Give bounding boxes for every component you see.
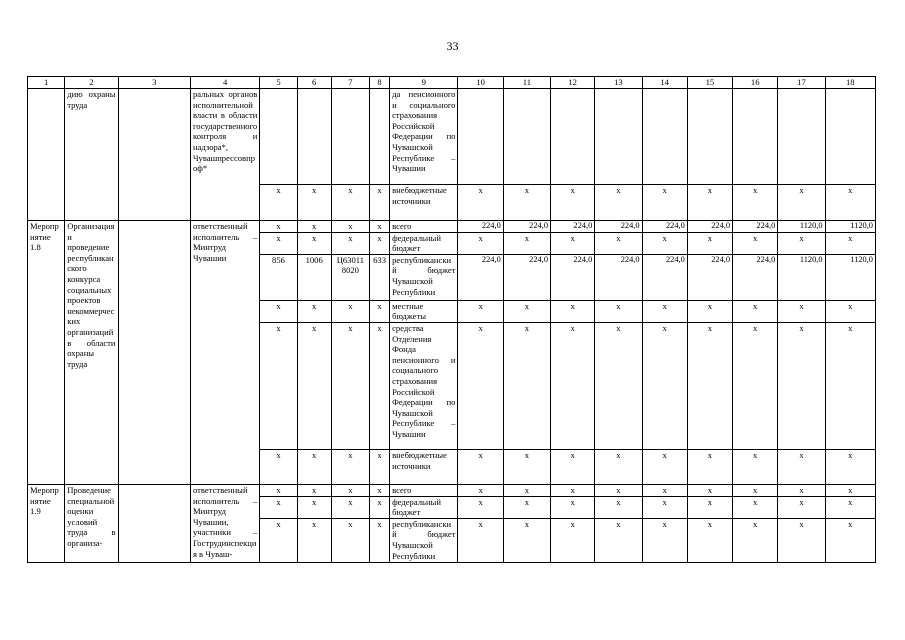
cell-section: x	[297, 484, 331, 496]
cell-grbs: x	[260, 449, 297, 484]
column-header: 17	[778, 77, 825, 89]
column-header: 6	[297, 77, 331, 89]
cell-value: x	[458, 300, 503, 322]
cell-source: средства Отделения Фонда пенсионного и социального страхования Российской Федерации по Чувашской Республике – Чувашии	[390, 322, 458, 449]
cell-grbs: x	[260, 221, 297, 233]
cell-value	[503, 89, 550, 185]
cell-value: x	[825, 300, 875, 322]
cell-value: 1120,0	[778, 254, 825, 300]
cell-value: x	[825, 484, 875, 496]
cell-source: всего	[390, 221, 458, 233]
cell-event-code: Мероприятие 1.9	[28, 484, 65, 562]
cell-target: x	[331, 232, 369, 254]
cell-section: x	[297, 496, 331, 518]
column-header: 5	[260, 77, 297, 89]
cell-value: x	[551, 518, 595, 562]
cell-section: x	[297, 322, 331, 449]
cell-value: x	[825, 496, 875, 518]
cell-type: x	[369, 221, 389, 233]
cell-source: республиканский бюджет Чувашской Республики	[390, 518, 458, 562]
cell-value: x	[778, 185, 825, 221]
cell-section: x	[297, 300, 331, 322]
cell-grbs: 856	[260, 254, 297, 300]
cell-value: x	[778, 496, 825, 518]
cell-value: 224,0	[551, 221, 595, 233]
cell-value	[551, 89, 595, 185]
cell-value: x	[551, 449, 595, 484]
cell-section	[297, 89, 331, 185]
cell-value: x	[595, 232, 642, 254]
cell-source: федеральный бюджет	[390, 496, 458, 518]
cell-target: x	[331, 449, 369, 484]
cell-source: федеральный бюджет	[390, 232, 458, 254]
cell-value: 224,0	[733, 221, 778, 233]
cell-value: x	[551, 300, 595, 322]
cell-indicator	[118, 484, 190, 562]
cell-value: x	[595, 300, 642, 322]
column-number-row	[28, 77, 876, 89]
cell-value	[458, 89, 503, 185]
cell-type: x	[369, 518, 389, 562]
cell-value: x	[503, 232, 550, 254]
cell-target: x	[331, 518, 369, 562]
cell-value: x	[778, 232, 825, 254]
cell-value: x	[733, 496, 778, 518]
cell-source: республиканский бюджет Чувашской Республики	[390, 254, 458, 300]
cell-value: x	[733, 518, 778, 562]
cell-value: x	[778, 300, 825, 322]
cell-value: 224,0	[551, 254, 595, 300]
cell-value: x	[733, 300, 778, 322]
cell-value: x	[687, 449, 732, 484]
cell-value: 224,0	[687, 221, 732, 233]
cell-value: 224,0	[733, 254, 778, 300]
cell-grbs: x	[260, 185, 297, 221]
cell-value: x	[778, 518, 825, 562]
cell-target: x	[331, 496, 369, 518]
cell-grbs: x	[260, 496, 297, 518]
cell-source: внебюджетные источники	[390, 185, 458, 221]
cell-value: 224,0	[687, 254, 732, 300]
cell-value: 1120,0	[825, 221, 875, 233]
cell-section: x	[297, 232, 331, 254]
cell-value: x	[642, 484, 687, 496]
cell-target	[331, 89, 369, 185]
cell-value: x	[503, 518, 550, 562]
cell-value: x	[458, 518, 503, 562]
cell-event-title: дию охраны труда	[65, 89, 118, 221]
cell-value: x	[733, 322, 778, 449]
column-header: 4	[190, 77, 259, 89]
cell-type: x	[369, 496, 389, 518]
cell-value: x	[825, 518, 875, 562]
budget-table	[27, 76, 876, 563]
cell-section: x	[297, 449, 331, 484]
cell-grbs: x	[260, 300, 297, 322]
column-header: 3	[118, 77, 190, 89]
column-header: 1	[28, 77, 65, 89]
cell-section: x	[297, 221, 331, 233]
cell-type: x	[369, 300, 389, 322]
table-row	[28, 89, 876, 185]
cell-value: x	[503, 300, 550, 322]
cell-value: x	[595, 496, 642, 518]
cell-value: x	[687, 484, 732, 496]
cell-value: x	[687, 185, 732, 221]
cell-source: да пенсионного и социального страхования Российской Федерации по Чувашской Республике – Чувашии	[390, 89, 458, 185]
cell-grbs: x	[260, 518, 297, 562]
cell-value: x	[551, 496, 595, 518]
cell-type: x	[369, 185, 389, 221]
column-header: 11	[503, 77, 550, 89]
cell-value: x	[687, 322, 732, 449]
cell-value: x	[778, 484, 825, 496]
cell-value: x	[733, 232, 778, 254]
cell-value: x	[551, 484, 595, 496]
cell-value: x	[458, 185, 503, 221]
cell-type: x	[369, 322, 389, 449]
cell-target: x	[331, 484, 369, 496]
cell-value: x	[687, 518, 732, 562]
cell-value: 224,0	[503, 221, 550, 233]
cell-value: x	[458, 496, 503, 518]
cell-value: x	[642, 518, 687, 562]
cell-value	[733, 89, 778, 185]
cell-executor: ответственный исполнитель – Минтруд Чувашии	[190, 221, 259, 485]
cell-type	[369, 89, 389, 185]
cell-indicator	[118, 221, 190, 485]
cell-value: 1120,0	[825, 254, 875, 300]
cell-section: x	[297, 518, 331, 562]
cell-grbs: x	[260, 322, 297, 449]
cell-value: x	[503, 449, 550, 484]
cell-executor: ральных органов исполнительной власти в области государственного контроля и надзора*, Чувашпрессовпроф*	[190, 89, 259, 221]
cell-event-title: Проведение специальной оценки условий труда в организа-	[65, 484, 118, 562]
cell-value: x	[595, 449, 642, 484]
cell-value: x	[503, 496, 550, 518]
cell-value: x	[503, 484, 550, 496]
cell-target: x	[331, 322, 369, 449]
cell-value: x	[778, 322, 825, 449]
cell-value: x	[595, 185, 642, 221]
cell-type: x	[369, 449, 389, 484]
cell-target: x	[331, 185, 369, 221]
cell-value: x	[551, 185, 595, 221]
cell-value: x	[733, 449, 778, 484]
cell-value: x	[642, 496, 687, 518]
cell-value: x	[503, 185, 550, 221]
cell-value: x	[825, 185, 875, 221]
cell-value: x	[642, 232, 687, 254]
cell-value: 224,0	[458, 254, 503, 300]
cell-value: 224,0	[642, 221, 687, 233]
column-header: 16	[733, 77, 778, 89]
cell-value: x	[687, 496, 732, 518]
cell-value: x	[595, 322, 642, 449]
cell-value: x	[642, 322, 687, 449]
cell-value: x	[642, 449, 687, 484]
column-header: 15	[687, 77, 732, 89]
cell-value: 224,0	[595, 221, 642, 233]
column-header: 14	[642, 77, 687, 89]
cell-value: x	[825, 322, 875, 449]
cell-value: x	[503, 322, 550, 449]
cell-target: x	[331, 300, 369, 322]
cell-value: 224,0	[503, 254, 550, 300]
cell-value	[778, 89, 825, 185]
cell-value: x	[687, 300, 732, 322]
column-header: 13	[595, 77, 642, 89]
column-header: 10	[458, 77, 503, 89]
cell-value	[825, 89, 875, 185]
column-header: 12	[551, 77, 595, 89]
cell-source: внебюджетные источники	[390, 449, 458, 484]
cell-target: Ц63011 8020	[331, 254, 369, 300]
cell-grbs: x	[260, 484, 297, 496]
cell-source: местные бюджеты	[390, 300, 458, 322]
cell-executor: ответственный исполнитель – Минтруд Чувашии, участники – Гострудинспекция в Чуваш-	[190, 484, 259, 562]
cell-value: 224,0	[595, 254, 642, 300]
cell-value: 1120,0	[778, 221, 825, 233]
cell-target: x	[331, 221, 369, 233]
cell-value: x	[458, 232, 503, 254]
cell-value: x	[551, 232, 595, 254]
table-row	[28, 484, 876, 496]
cell-value: x	[551, 322, 595, 449]
column-header: 2	[65, 77, 118, 89]
column-header: 18	[825, 77, 875, 89]
cell-event-title: Организация и проведение республиканского конкурса социальных проектов некоммерческих организаций в области охраны труда	[65, 221, 118, 485]
cell-value: x	[595, 484, 642, 496]
cell-indicator	[118, 89, 190, 221]
page-number: 33	[446, 39, 459, 53]
cell-value	[687, 89, 732, 185]
cell-value: x	[687, 232, 732, 254]
cell-value: 224,0	[642, 254, 687, 300]
cell-value	[595, 89, 642, 185]
cell-value: x	[825, 449, 875, 484]
cell-value: x	[733, 484, 778, 496]
cell-type: x	[369, 232, 389, 254]
cell-event-code: Мероприятие 1.8	[28, 221, 65, 485]
cell-value: x	[458, 484, 503, 496]
cell-source: всего	[390, 484, 458, 496]
cell-grbs: x	[260, 232, 297, 254]
cell-value: x	[458, 449, 503, 484]
column-header: 9	[390, 77, 458, 89]
cell-event-code	[28, 89, 65, 221]
cell-section: 1006	[297, 254, 331, 300]
cell-value: x	[778, 449, 825, 484]
cell-value: x	[458, 322, 503, 449]
column-header: 8	[369, 77, 389, 89]
column-header: 7	[331, 77, 369, 89]
cell-value: x	[595, 518, 642, 562]
table-row	[28, 221, 876, 233]
cell-type: x	[369, 484, 389, 496]
cell-value: x	[642, 185, 687, 221]
cell-value	[642, 89, 687, 185]
cell-value: x	[642, 300, 687, 322]
cell-type: 633	[369, 254, 389, 300]
cell-value: x	[733, 185, 778, 221]
cell-grbs	[260, 89, 297, 185]
cell-value: x	[825, 232, 875, 254]
cell-value: 224,0	[458, 221, 503, 233]
cell-section: x	[297, 185, 331, 221]
